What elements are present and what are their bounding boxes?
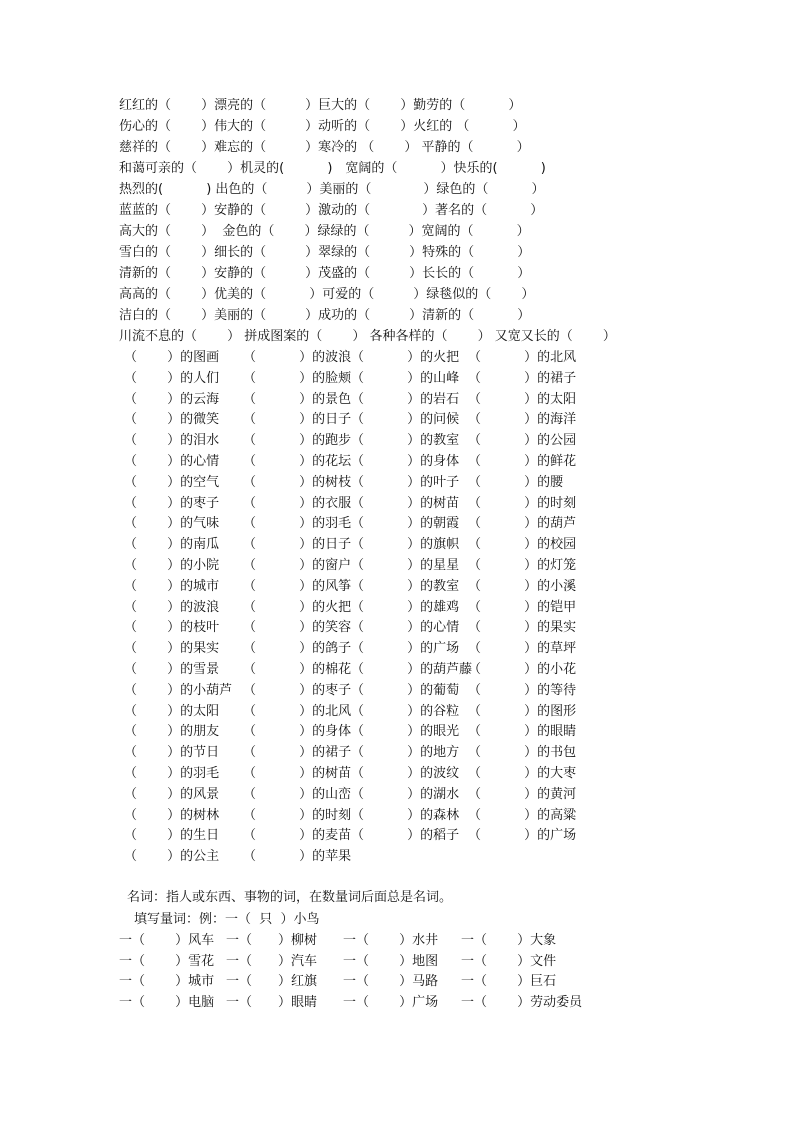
noun-phrase-item: （ ）的时刻 (468, 495, 577, 511)
noun-phrase-item: （ ）的人们 (124, 370, 220, 386)
noun-phrase-item: （ ）的泪水 (124, 433, 220, 449)
measure-word-item: 一（ ）电脑 (119, 994, 215, 1010)
noun-phrase-item: （ ）的叶子 (351, 474, 460, 490)
noun-phrase-item: （ ）的果实 (468, 620, 577, 636)
noun-phrase-item: （ ）的枝叶 (124, 620, 220, 636)
noun-phrase-item: （ ）的岩石 (351, 391, 460, 407)
noun-phrase-item: （ ）的小溪 (468, 578, 577, 594)
noun-phrase-item: （ ）的波浪 (124, 599, 220, 615)
noun-phrase-item: （ ）的草坪 (468, 641, 577, 657)
noun-phrase-item: （ ）的景色 (243, 391, 352, 407)
noun-phrase-item: （ ）的节日 (124, 745, 220, 761)
noun-phrase-item: （ ）的等待 (468, 682, 577, 698)
measure-word-item: 一（ ）广场 (343, 994, 439, 1010)
noun-phrase-item: （ ）的树苗 (351, 495, 460, 511)
noun-phrase-item: （ ）的太阳 (124, 703, 220, 719)
noun-phrase-item: （ ）的时刻 (243, 807, 352, 823)
adjective-row: 红红的（ ）漂亮的（ ）巨大的（ ）勤劳的（ ） (119, 98, 522, 113)
noun-phrase-item: （ ）的鸽子 (243, 641, 352, 657)
noun-phrase-item: （ ）的雪景 (124, 662, 220, 677)
noun-phrase-item: （ ）的日子 (243, 412, 352, 428)
noun-phrase-item: （ ）的苹果 (243, 849, 352, 865)
noun-phrase-item: （ ）的生日 (124, 828, 220, 844)
noun-phrase-item: （ ）的广场 (351, 641, 460, 657)
noun-phrase-item: （ ）的波浪 (243, 350, 352, 365)
noun-phrase-item: （ ）的地方 (351, 745, 460, 761)
noun-phrase-item: （ ）的教室 (351, 578, 460, 594)
noun-phrase-item: （ ）的麦苗 (243, 828, 352, 844)
measure-word-item: 一（ ）红旗 (226, 974, 318, 989)
noun-phrase-item: （ ）的森林 (351, 807, 460, 823)
noun-phrase-item: （ ）的葫芦藤 (351, 662, 473, 677)
noun-phrase-item: （ ）的跑步 (243, 433, 352, 449)
adjective-row: 高高的（ ）优美的（ ）可爱的（ ）绿毯似的（ ） (119, 287, 535, 302)
noun-phrase-item: （ ）的树林 (124, 807, 220, 823)
measure-word-item: 一（ ）劳动委员 (461, 994, 583, 1010)
noun-phrase-item: （ ）的高粱 (468, 807, 577, 823)
noun-phrase-item: （ ）的笑容 (243, 620, 352, 636)
noun-phrase-item: （ ）的公主 (124, 849, 220, 865)
noun-phrase-item: （ ）的山峰 (351, 370, 460, 386)
noun-phrase-item: （ ）的云海 (124, 391, 220, 407)
noun-phrase-item: （ ）的枣子 (243, 682, 352, 698)
measure-word-item: 一（ ）雪花 (119, 953, 215, 969)
noun-phrase-item: （ ）的教室 (351, 433, 460, 449)
adjective-row: 洁白的（ ）美丽的（ ）成功的（ ）清新的（ ） (119, 308, 531, 323)
noun-phrase-item: （ ）的眼光 (351, 724, 460, 740)
measure-word-item: 一（ ）马路 (343, 974, 439, 989)
noun-phrase-item: （ ）的葫芦 (468, 516, 577, 532)
noun-phrase-item: （ ）的棉花 (243, 662, 352, 677)
noun-phrase-item: （ ）的灯笼 (468, 558, 577, 573)
noun-phrase-item: （ ）的问候 (351, 412, 460, 428)
noun-phrase-item: （ ）的气味 (124, 516, 220, 532)
measure-word-item: 一（ ）城市 (119, 974, 215, 989)
noun-phrase-item: （ ）的窗户 (243, 558, 352, 573)
noun-phrase-item: （ ）的衣服 (243, 495, 352, 511)
noun-phrase-item: （ ）的裙子 (468, 370, 577, 386)
noun-phrase-item: （ ）的花坛 (243, 454, 352, 469)
noun-phrase-item: （ ）的身体 (243, 724, 352, 740)
noun-phrase-item: （ ）的铠甲 (468, 599, 577, 615)
noun-phrase-item: （ ）的羽毛 (243, 516, 352, 532)
measure-word-item: 一（ ）地图 (343, 953, 439, 969)
noun-phrase-item: （ ）的湖水 (351, 786, 460, 802)
noun-phrase-item: （ ）的微笑 (124, 412, 220, 428)
noun-phrase-item: （ ）的书包 (468, 745, 577, 761)
noun-phrase-item: （ ）的小花 (468, 662, 577, 677)
noun-phrase-item: （ ）的脸颊 (243, 370, 352, 386)
noun-phrase-item: （ ）的身体 (351, 454, 460, 469)
noun-phrase-item: （ ）的眼睛 (468, 724, 577, 740)
noun-phrase-item: （ ）的火把 (351, 350, 460, 365)
adjective-row: 热烈的( ) 出色的（ ）美丽的（ ）绿色的（ ） (119, 182, 545, 197)
measure-word-item: 一（ ）水井 (343, 933, 439, 948)
noun-phrase-item: （ ）的图画 (124, 350, 220, 365)
noun-phrase-item: （ ）的风筝 (243, 578, 352, 594)
noun-definition: 名词：指人或东西、事物的词，在数量词后面总是名词。 (127, 890, 453, 905)
adjective-row: 蓝蓝的（ ）安静的（ ）激动的（ ）著名的（ ） (119, 203, 544, 218)
noun-phrase-item: （ ）的公园 (468, 433, 577, 449)
noun-phrase-item: （ ）的羽毛 (124, 766, 220, 781)
noun-phrase-item: （ ）的广场 (468, 828, 577, 844)
noun-phrase-item: （ ）的朋友 (124, 724, 220, 740)
measure-word-item: 一（ ）文件 (461, 953, 557, 969)
measure-word-item: 一（ ）汽车 (226, 953, 318, 969)
noun-phrase-item: （ ）的葡萄 (351, 682, 460, 698)
noun-phrase-item: （ ）的北风 (468, 350, 577, 365)
noun-phrase-item: （ ）的旗帜 (351, 537, 460, 553)
noun-phrase-item: （ ）的黄河 (468, 786, 577, 802)
noun-phrase-item: （ ）的鲜花 (468, 454, 577, 469)
noun-phrase-item: （ ）的小葫芦 (124, 682, 233, 698)
noun-phrase-item: （ ）的心情 (351, 620, 460, 636)
noun-phrase-item: （ ）的雄鸡 (351, 599, 460, 615)
noun-phrase-item: （ ）的大枣 (468, 766, 577, 781)
adjective-row: 清新的（ ）安静的（ ）茂盛的（ ）长长的（ ） (119, 266, 531, 281)
noun-phrase-item: （ ）的太阳 (468, 391, 577, 407)
noun-phrase-item: （ ）的星星 (351, 558, 460, 573)
noun-phrase-item: （ ）的朝霞 (351, 516, 460, 532)
noun-phrase-item: （ ）的稻子 (351, 828, 460, 844)
measure-word-item: 一（ ）风车 (119, 933, 215, 948)
noun-phrase-item: （ ）的枣子 (124, 495, 220, 511)
noun-phrase-item: （ ）的校园 (468, 537, 577, 553)
noun-phrase-item: （ ）的海洋 (468, 412, 577, 428)
noun-phrase-item: （ ）的谷粒 (351, 703, 460, 719)
noun-phrase-item: （ ）的城市 (124, 578, 220, 594)
noun-phrase-item: （ ）的果实 (124, 641, 220, 657)
measure-word-item: 一（ ）大象 (461, 933, 557, 948)
measure-word-instruction: 填写量词：例：一（ 只 ）小鸟 (134, 912, 320, 927)
noun-phrase-item: （ ）的风景 (124, 786, 220, 802)
noun-phrase-item: （ ）的小院 (124, 558, 220, 573)
noun-phrase-item: （ ）的腰 (468, 474, 564, 490)
adjective-row: 川流不息的（ ） 拼成图案的（ ） 各种各样的（ ） 又宽又长的（ ） (119, 329, 616, 344)
noun-phrase-item: （ ）的树枝 (243, 474, 352, 490)
noun-phrase-item: （ ）的山峦 (243, 786, 352, 802)
measure-word-item: 一（ ）柳树 (226, 933, 318, 948)
adjective-row: 高大的（ ） 金色的（ ）绿绿的（ ）宽阔的（ ） (119, 224, 530, 239)
noun-phrase-item: （ ）的南瓜 (124, 537, 220, 553)
noun-phrase-item: （ ）的空气 (124, 474, 220, 490)
adjective-row: 和蔼可亲的（ ）机灵的( ) 宽阔的（ ）快乐的( ) (119, 161, 546, 176)
noun-phrase-item: （ ）的火把 (243, 599, 352, 615)
noun-phrase-item: （ ）的裙子 (243, 745, 352, 761)
noun-phrase-item: （ ）的日子 (243, 537, 352, 553)
noun-phrase-item: （ ）的心情 (124, 454, 220, 469)
noun-phrase-item: （ ）的波纹 (351, 766, 460, 781)
measure-word-item: 一（ ）巨石 (461, 974, 557, 989)
measure-word-item: 一（ ）眼睛 (226, 994, 318, 1010)
adjective-row: 伤心的（ ）伟大的（ ）动听的（ ）火红的 （ ） (119, 119, 526, 134)
noun-phrase-item: （ ）的图形 (468, 703, 577, 719)
noun-phrase-item: （ ）的树苗 (243, 766, 352, 781)
adjective-row: 雪白的（ ）细长的（ ）翠绿的（ ）特殊的（ ） (119, 245, 531, 260)
noun-phrase-item: （ ）的北风 (243, 703, 352, 719)
adjective-row: 慈祥的（ ）难忘的（ ）寒冷的 （ ） 平静的（ ） (119, 140, 530, 155)
